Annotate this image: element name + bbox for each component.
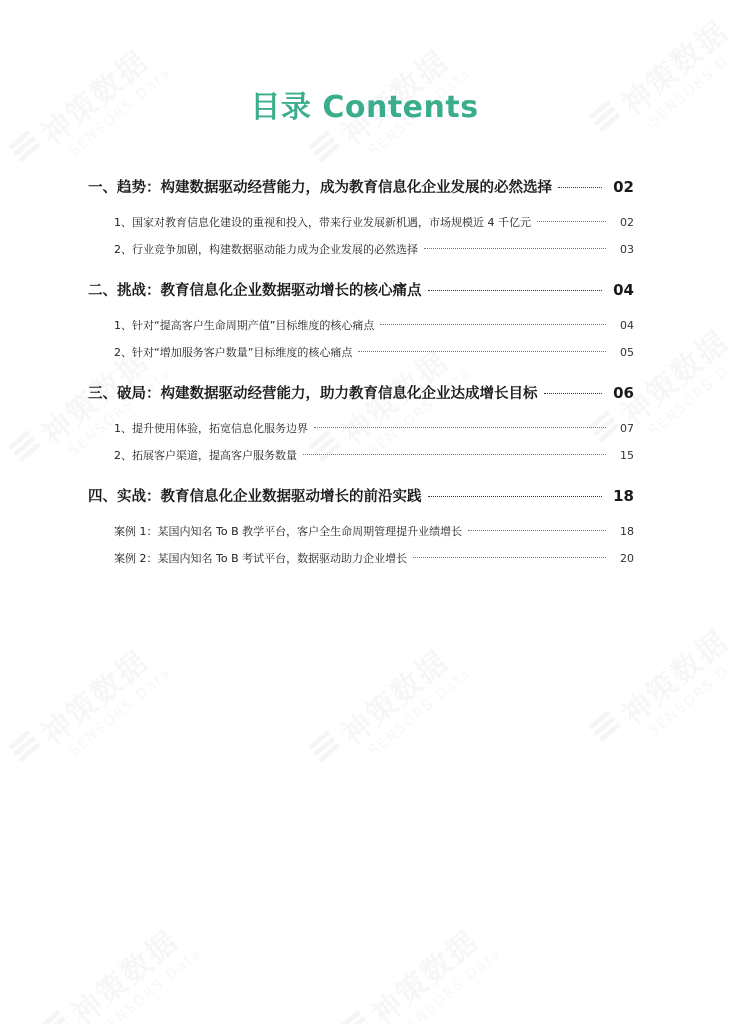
toc-section-1[interactable] (88, 174, 634, 201)
toc-page-number: 04 (613, 281, 634, 299)
dot-leader (314, 427, 606, 428)
dot-leader (424, 248, 606, 249)
dot-leader (358, 351, 606, 352)
toc-section-title: 四、实战：教育信息化企业数据驱动增长的前沿实践 (88, 489, 422, 505)
brand-logo-icon (8, 730, 45, 767)
toc-item[interactable] (88, 415, 634, 442)
toc-item-title: 1、针对“提高客户生命周期产值”目标维度的核心痛点 (114, 319, 375, 332)
watermark (60, 911, 205, 1024)
toc-item[interactable] (88, 545, 634, 572)
watermark-brand-cn (610, 611, 729, 734)
watermark (330, 631, 475, 766)
toc-page-number: 07 (620, 422, 634, 435)
watermark-brand-cn (360, 911, 494, 1024)
toc-item[interactable] (88, 236, 634, 263)
watermark-brand-cn (60, 911, 194, 1024)
watermark-brand-en (646, 645, 729, 740)
watermark-brand-cn (330, 631, 464, 754)
toc-item-title: 2、拓展客户渠道，提高客户服务数量 (114, 449, 297, 462)
toc-page-number: 20 (620, 552, 634, 565)
watermark (610, 611, 729, 746)
brand-logo-icon (308, 730, 345, 767)
toc-item-title: 案例 2：某国内知名 To B 考试平台，数据驱动助力企业增长 (114, 552, 408, 565)
toc-page-number: 03 (620, 243, 634, 256)
brand-logo-icon (8, 130, 45, 167)
toc-item[interactable] (88, 339, 634, 366)
toc-section-title: 三、破局：构建数据驱动经营能力，助力教育信息化企业达成增长目标 (88, 386, 538, 402)
brand-logo-icon (338, 1010, 375, 1024)
toc-item-title: 案例 1：某国内知名 To B 教学平台，客户全生命周期管理提升业绩增长 (114, 525, 463, 538)
toc-section-2[interactable] (88, 277, 634, 304)
brand-logo-icon (588, 710, 625, 747)
toc-page-number: 06 (613, 384, 634, 402)
dot-leader (468, 530, 606, 531)
toc-section-title: 一、趋势：构建数据驱动经营能力，成为教育信息化企业发展的必然选择 (88, 180, 552, 196)
toc-item[interactable] (88, 312, 634, 339)
watermark-brand-en (396, 945, 505, 1024)
toc-item-title: 1、提升使用体验，拓宽信息化服务边界 (114, 422, 308, 435)
toc-item-title: 2、行业竞争加剧，构建数据驱动能力成为企业发展的必然选择 (114, 243, 418, 256)
toc-item-title: 1、国家对教育信息化建设的重视和投入，带来行业发展新机遇，市场规模近 4 千亿元 (114, 216, 531, 229)
toc-section-4[interactable] (88, 483, 634, 510)
dot-leader (303, 454, 606, 455)
toc-item[interactable] (88, 442, 634, 469)
dot-leader (413, 557, 606, 558)
toc-page-number: 15 (620, 449, 634, 462)
brand-logo-icon (38, 1010, 75, 1024)
toc-page-number: 02 (620, 216, 634, 229)
dot-leader (544, 393, 603, 394)
brand-logo-icon (8, 430, 45, 467)
watermark-brand-en (366, 665, 475, 760)
dot-leader (537, 221, 606, 222)
watermark-brand-en (96, 945, 205, 1024)
page-title: 目录 Contents (250, 90, 479, 125)
brand-logo-icon (308, 130, 345, 167)
watermark-brand-cn (30, 631, 164, 754)
dot-leader (380, 324, 606, 325)
toc-page-number: 04 (620, 319, 634, 332)
dot-leader (558, 187, 602, 188)
table-of-contents (88, 174, 634, 572)
dot-leader (428, 496, 603, 497)
toc-page-number: 02 (613, 178, 634, 196)
watermark-brand-en (646, 345, 729, 440)
watermark-brand-en (66, 665, 175, 760)
toc-item-title: 2、针对“增加服务客户数量”目标维度的核心痛点 (114, 346, 353, 359)
toc-item[interactable] (88, 209, 634, 236)
toc-page-number: 18 (620, 525, 634, 538)
toc-item[interactable] (88, 518, 634, 545)
dot-leader (428, 290, 603, 291)
toc-section-title: 二、挑战：教育信息化企业数据驱动增长的核心痛点 (88, 283, 422, 299)
toc-page-number: 05 (620, 346, 634, 359)
toc-page-number: 18 (613, 487, 634, 505)
watermark (360, 911, 505, 1024)
toc-section-3[interactable] (88, 380, 634, 407)
watermark (30, 631, 175, 766)
